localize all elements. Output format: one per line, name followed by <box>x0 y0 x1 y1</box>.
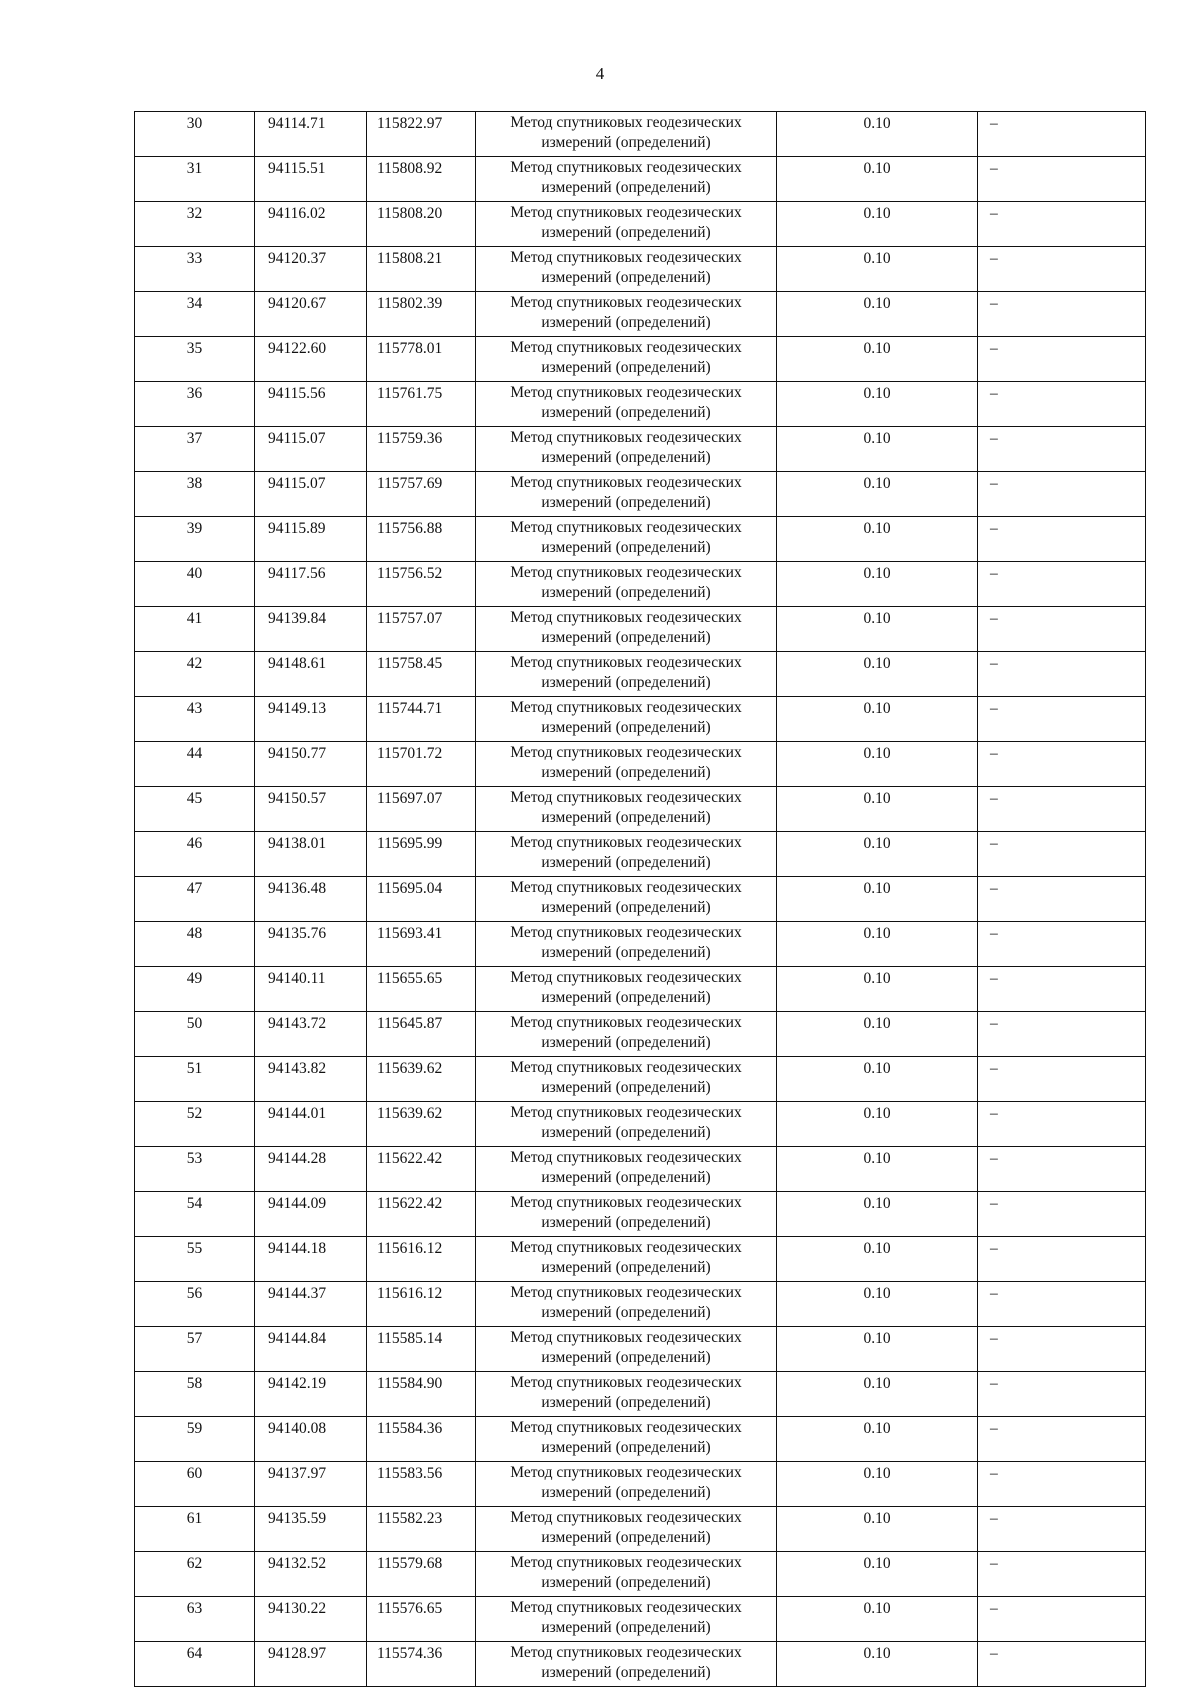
point-number-cell: 38 <box>135 472 255 517</box>
accuracy-cell: 0.10 <box>777 1462 978 1507</box>
page-number: 4 <box>595 64 605 83</box>
table-row <box>135 1552 1146 1597</box>
x-coordinate-cell: 94115.56 <box>255 382 367 427</box>
method-cell: Метод спутниковых геодезических измерений (определений) <box>476 382 777 427</box>
method-cell: Метод спутниковых геодезических измерений (определений) <box>476 1012 777 1057</box>
y-coordinate-cell: 115616.12 <box>367 1282 476 1327</box>
accuracy-cell: 0.10 <box>777 517 978 562</box>
method-cell: Метод спутниковых геодезических измерений (определений) <box>476 1417 777 1462</box>
accuracy-cell: 0.10 <box>777 1147 978 1192</box>
method-cell: Метод спутниковых геодезических измерений (определений) <box>476 247 777 292</box>
method-cell: Метод спутниковых геодезических измерений (определений) <box>476 517 777 562</box>
note-cell: – <box>978 202 1146 247</box>
table-row <box>135 1507 1146 1552</box>
table-row <box>135 652 1146 697</box>
note-cell: – <box>978 112 1146 157</box>
point-number-cell: 62 <box>135 1552 255 1597</box>
method-cell: Метод спутниковых геодезических измерений (определений) <box>476 787 777 832</box>
point-number-cell: 60 <box>135 1462 255 1507</box>
note-cell: – <box>978 1462 1146 1507</box>
x-coordinate-cell: 94115.07 <box>255 472 367 517</box>
point-number-cell: 58 <box>135 1372 255 1417</box>
accuracy-cell: 0.10 <box>777 832 978 877</box>
method-cell: Метод спутниковых геодезических измерений (определений) <box>476 967 777 1012</box>
point-number-cell: 48 <box>135 922 255 967</box>
x-coordinate-cell: 94140.11 <box>255 967 367 1012</box>
accuracy-cell: 0.10 <box>777 967 978 1012</box>
x-coordinate-cell: 94130.22 <box>255 1597 367 1642</box>
y-coordinate-cell: 115802.39 <box>367 292 476 337</box>
note-cell: – <box>978 1102 1146 1147</box>
table-row <box>135 1462 1146 1507</box>
x-coordinate-cell: 94148.61 <box>255 652 367 697</box>
note-cell: – <box>978 1282 1146 1327</box>
y-coordinate-cell: 115639.62 <box>367 1102 476 1147</box>
method-cell: Метод спутниковых геодезических измерений (определений) <box>476 1192 777 1237</box>
table-row <box>135 202 1146 247</box>
point-number-cell: 36 <box>135 382 255 427</box>
table-row <box>135 112 1146 157</box>
point-number-cell: 43 <box>135 697 255 742</box>
x-coordinate-cell: 94139.84 <box>255 607 367 652</box>
point-number-cell: 63 <box>135 1597 255 1642</box>
method-cell: Метод спутниковых геодезических измерений (определений) <box>476 1102 777 1147</box>
y-coordinate-cell: 115622.42 <box>367 1147 476 1192</box>
method-cell: Метод спутниковых геодезических измерений (определений) <box>476 1147 777 1192</box>
note-cell: – <box>978 922 1146 967</box>
point-number-cell: 56 <box>135 1282 255 1327</box>
x-coordinate-cell: 94149.13 <box>255 697 367 742</box>
method-cell: Метод спутниковых геодезических измерений (определений) <box>476 607 777 652</box>
accuracy-cell: 0.10 <box>777 1552 978 1597</box>
y-coordinate-cell: 115822.97 <box>367 112 476 157</box>
x-coordinate-cell: 94115.07 <box>255 427 367 472</box>
y-coordinate-cell: 115639.62 <box>367 1057 476 1102</box>
point-number-cell: 30 <box>135 112 255 157</box>
note-cell: – <box>978 1057 1146 1102</box>
method-cell: Метод спутниковых геодезических измерений (определений) <box>476 1507 777 1552</box>
method-cell: Метод спутниковых геодезических измерений (определений) <box>476 112 777 157</box>
x-coordinate-cell: 94136.48 <box>255 877 367 922</box>
accuracy-cell: 0.10 <box>777 157 978 202</box>
point-number-cell: 35 <box>135 337 255 382</box>
method-cell: Метод спутниковых геодезических измерений (определений) <box>476 832 777 877</box>
x-coordinate-cell: 94135.59 <box>255 1507 367 1552</box>
note-cell: – <box>978 1147 1146 1192</box>
accuracy-cell: 0.10 <box>777 247 978 292</box>
table-row <box>135 562 1146 607</box>
accuracy-cell: 0.10 <box>777 787 978 832</box>
method-cell: Метод спутниковых геодезических измерений (определений) <box>476 1237 777 1282</box>
method-cell: Метод спутниковых геодезических измерений (определений) <box>476 472 777 517</box>
x-coordinate-cell: 94128.97 <box>255 1642 367 1687</box>
table-row <box>135 427 1146 472</box>
accuracy-cell: 0.10 <box>777 1192 978 1237</box>
x-coordinate-cell: 94122.60 <box>255 337 367 382</box>
method-cell: Метод спутниковых геодезических измерений (определений) <box>476 1552 777 1597</box>
note-cell: – <box>978 1012 1146 1057</box>
x-coordinate-cell: 94143.82 <box>255 1057 367 1102</box>
method-cell: Метод спутниковых геодезических измерений (определений) <box>476 1057 777 1102</box>
y-coordinate-cell: 115808.21 <box>367 247 476 292</box>
note-cell: – <box>978 967 1146 1012</box>
table-row <box>135 742 1146 787</box>
table-row <box>135 1057 1146 1102</box>
note-cell: – <box>978 652 1146 697</box>
method-cell: Метод спутниковых геодезических измерений (определений) <box>476 652 777 697</box>
table-row <box>135 697 1146 742</box>
y-coordinate-cell: 115579.68 <box>367 1552 476 1597</box>
method-cell: Метод спутниковых геодезических измерений (определений) <box>476 202 777 247</box>
x-coordinate-cell: 94144.09 <box>255 1192 367 1237</box>
y-coordinate-cell: 115584.36 <box>367 1417 476 1462</box>
note-cell: – <box>978 787 1146 832</box>
accuracy-cell: 0.10 <box>777 697 978 742</box>
x-coordinate-cell: 94144.37 <box>255 1282 367 1327</box>
x-coordinate-cell: 94132.52 <box>255 1552 367 1597</box>
table-row <box>135 1012 1146 1057</box>
x-coordinate-cell: 94144.84 <box>255 1327 367 1372</box>
accuracy-cell: 0.10 <box>777 1417 978 1462</box>
point-number-cell: 41 <box>135 607 255 652</box>
accuracy-cell: 0.10 <box>777 202 978 247</box>
x-coordinate-cell: 94140.08 <box>255 1417 367 1462</box>
method-cell: Метод спутниковых геодезических измерений (определений) <box>476 922 777 967</box>
table-row <box>135 247 1146 292</box>
point-number-cell: 64 <box>135 1642 255 1687</box>
table-row <box>135 517 1146 562</box>
note-cell: – <box>978 1327 1146 1372</box>
table-row <box>135 787 1146 832</box>
note-cell: – <box>978 427 1146 472</box>
coordinates-table-body <box>135 112 1146 1687</box>
table-row <box>135 157 1146 202</box>
method-cell: Метод спутниковых геодезических измерений (определений) <box>476 337 777 382</box>
y-coordinate-cell: 115697.07 <box>367 787 476 832</box>
x-coordinate-cell: 94116.02 <box>255 202 367 247</box>
x-coordinate-cell: 94117.56 <box>255 562 367 607</box>
point-number-cell: 47 <box>135 877 255 922</box>
x-coordinate-cell: 94120.67 <box>255 292 367 337</box>
point-number-cell: 46 <box>135 832 255 877</box>
y-coordinate-cell: 115584.90 <box>367 1372 476 1417</box>
x-coordinate-cell: 94150.57 <box>255 787 367 832</box>
point-number-cell: 39 <box>135 517 255 562</box>
note-cell: – <box>978 292 1146 337</box>
y-coordinate-cell: 115778.01 <box>367 337 476 382</box>
y-coordinate-cell: 115582.23 <box>367 1507 476 1552</box>
method-cell: Метод спутниковых геодезических измерений (определений) <box>476 427 777 472</box>
method-cell: Метод спутниковых геодезических измерений (определений) <box>476 697 777 742</box>
note-cell: – <box>978 1597 1146 1642</box>
y-coordinate-cell: 115585.14 <box>367 1327 476 1372</box>
table-row <box>135 1282 1146 1327</box>
accuracy-cell: 0.10 <box>777 1372 978 1417</box>
table-row <box>135 1237 1146 1282</box>
y-coordinate-cell: 115808.20 <box>367 202 476 247</box>
note-cell: – <box>978 157 1146 202</box>
table-row <box>135 1372 1146 1417</box>
point-number-cell: 59 <box>135 1417 255 1462</box>
point-number-cell: 51 <box>135 1057 255 1102</box>
point-number-cell: 57 <box>135 1327 255 1372</box>
point-number-cell: 40 <box>135 562 255 607</box>
table-row <box>135 877 1146 922</box>
y-coordinate-cell: 115695.99 <box>367 832 476 877</box>
note-cell: – <box>978 697 1146 742</box>
point-number-cell: 37 <box>135 427 255 472</box>
note-cell: – <box>978 517 1146 562</box>
y-coordinate-cell: 115583.56 <box>367 1462 476 1507</box>
point-number-cell: 33 <box>135 247 255 292</box>
accuracy-cell: 0.10 <box>777 1102 978 1147</box>
x-coordinate-cell: 94142.19 <box>255 1372 367 1417</box>
accuracy-cell: 0.10 <box>777 1057 978 1102</box>
method-cell: Метод спутниковых геодезических измерений (определений) <box>476 157 777 202</box>
point-number-cell: 55 <box>135 1237 255 1282</box>
accuracy-cell: 0.10 <box>777 877 978 922</box>
note-cell: – <box>978 742 1146 787</box>
note-cell: – <box>978 247 1146 292</box>
y-coordinate-cell: 115701.72 <box>367 742 476 787</box>
table-row <box>135 1417 1146 1462</box>
accuracy-cell: 0.10 <box>777 922 978 967</box>
method-cell: Метод спутниковых геодезических измерений (определений) <box>476 562 777 607</box>
table-row <box>135 1597 1146 1642</box>
accuracy-cell: 0.10 <box>777 607 978 652</box>
method-cell: Метод спутниковых геодезических измерений (определений) <box>476 1327 777 1372</box>
method-cell: Метод спутниковых геодезических измерений (определений) <box>476 742 777 787</box>
point-number-cell: 45 <box>135 787 255 832</box>
method-cell: Метод спутниковых геодезических измерений (определений) <box>476 1462 777 1507</box>
point-number-cell: 44 <box>135 742 255 787</box>
x-coordinate-cell: 94144.01 <box>255 1102 367 1147</box>
y-coordinate-cell: 115761.75 <box>367 382 476 427</box>
point-number-cell: 49 <box>135 967 255 1012</box>
method-cell: Метод спутниковых геодезических измерений (определений) <box>476 1597 777 1642</box>
y-coordinate-cell: 115655.65 <box>367 967 476 1012</box>
accuracy-cell: 0.10 <box>777 1642 978 1687</box>
accuracy-cell: 0.10 <box>777 292 978 337</box>
note-cell: – <box>978 1552 1146 1597</box>
point-number-cell: 31 <box>135 157 255 202</box>
coordinates-table <box>134 111 1146 1687</box>
accuracy-cell: 0.10 <box>777 1282 978 1327</box>
note-cell: – <box>978 832 1146 877</box>
point-number-cell: 61 <box>135 1507 255 1552</box>
note-cell: – <box>978 1192 1146 1237</box>
table-row <box>135 292 1146 337</box>
table-row <box>135 1147 1146 1192</box>
note-cell: – <box>978 382 1146 427</box>
table-row <box>135 1192 1146 1237</box>
note-cell: – <box>978 1237 1146 1282</box>
y-coordinate-cell: 115693.41 <box>367 922 476 967</box>
point-number-cell: 34 <box>135 292 255 337</box>
method-cell: Метод спутниковых геодезических измерений (определений) <box>476 292 777 337</box>
x-coordinate-cell: 94137.97 <box>255 1462 367 1507</box>
y-coordinate-cell: 115808.92 <box>367 157 476 202</box>
table-row <box>135 337 1146 382</box>
accuracy-cell: 0.10 <box>777 472 978 517</box>
accuracy-cell: 0.10 <box>777 112 978 157</box>
point-number-cell: 32 <box>135 202 255 247</box>
x-coordinate-cell: 94115.51 <box>255 157 367 202</box>
table-row <box>135 1327 1146 1372</box>
y-coordinate-cell: 115756.88 <box>367 517 476 562</box>
y-coordinate-cell: 115759.36 <box>367 427 476 472</box>
x-coordinate-cell: 94120.37 <box>255 247 367 292</box>
x-coordinate-cell: 94138.01 <box>255 832 367 877</box>
y-coordinate-cell: 115758.45 <box>367 652 476 697</box>
method-cell: Метод спутниковых геодезических измерений (определений) <box>476 1642 777 1687</box>
y-coordinate-cell: 115757.07 <box>367 607 476 652</box>
table-row <box>135 1642 1146 1687</box>
x-coordinate-cell: 94114.71 <box>255 112 367 157</box>
x-coordinate-cell: 94144.28 <box>255 1147 367 1192</box>
table-row <box>135 382 1146 427</box>
accuracy-cell: 0.10 <box>777 382 978 427</box>
point-number-cell: 52 <box>135 1102 255 1147</box>
point-number-cell: 54 <box>135 1192 255 1237</box>
note-cell: – <box>978 607 1146 652</box>
method-cell: Метод спутниковых геодезических измерений (определений) <box>476 1372 777 1417</box>
accuracy-cell: 0.10 <box>777 337 978 382</box>
x-coordinate-cell: 94135.76 <box>255 922 367 967</box>
accuracy-cell: 0.10 <box>777 1507 978 1552</box>
accuracy-cell: 0.10 <box>777 1237 978 1282</box>
accuracy-cell: 0.10 <box>777 427 978 472</box>
table-row <box>135 1102 1146 1147</box>
accuracy-cell: 0.10 <box>777 652 978 697</box>
note-cell: – <box>978 877 1146 922</box>
note-cell: – <box>978 1642 1146 1687</box>
point-number-cell: 53 <box>135 1147 255 1192</box>
x-coordinate-cell: 94143.72 <box>255 1012 367 1057</box>
table-row <box>135 922 1146 967</box>
table-row <box>135 607 1146 652</box>
x-coordinate-cell: 94144.18 <box>255 1237 367 1282</box>
note-cell: – <box>978 1417 1146 1462</box>
note-cell: – <box>978 337 1146 382</box>
table-row <box>135 832 1146 877</box>
x-coordinate-cell: 94115.89 <box>255 517 367 562</box>
note-cell: – <box>978 1372 1146 1417</box>
y-coordinate-cell: 115744.71 <box>367 697 476 742</box>
accuracy-cell: 0.10 <box>777 1597 978 1642</box>
y-coordinate-cell: 115576.65 <box>367 1597 476 1642</box>
accuracy-cell: 0.10 <box>777 1327 978 1372</box>
note-cell: – <box>978 1507 1146 1552</box>
x-coordinate-cell: 94150.77 <box>255 742 367 787</box>
point-number-cell: 50 <box>135 1012 255 1057</box>
table-row <box>135 472 1146 517</box>
method-cell: Метод спутниковых геодезических измерений (определений) <box>476 1282 777 1327</box>
y-coordinate-cell: 115616.12 <box>367 1237 476 1282</box>
y-coordinate-cell: 115622.42 <box>367 1192 476 1237</box>
y-coordinate-cell: 115757.69 <box>367 472 476 517</box>
note-cell: – <box>978 562 1146 607</box>
note-cell: – <box>978 472 1146 517</box>
y-coordinate-cell: 115695.04 <box>367 877 476 922</box>
point-number-cell: 42 <box>135 652 255 697</box>
accuracy-cell: 0.10 <box>777 562 978 607</box>
accuracy-cell: 0.10 <box>777 742 978 787</box>
y-coordinate-cell: 115574.36 <box>367 1642 476 1687</box>
table-row <box>135 967 1146 1012</box>
y-coordinate-cell: 115645.87 <box>367 1012 476 1057</box>
accuracy-cell: 0.10 <box>777 1012 978 1057</box>
y-coordinate-cell: 115756.52 <box>367 562 476 607</box>
method-cell: Метод спутниковых геодезических измерений (определений) <box>476 877 777 922</box>
